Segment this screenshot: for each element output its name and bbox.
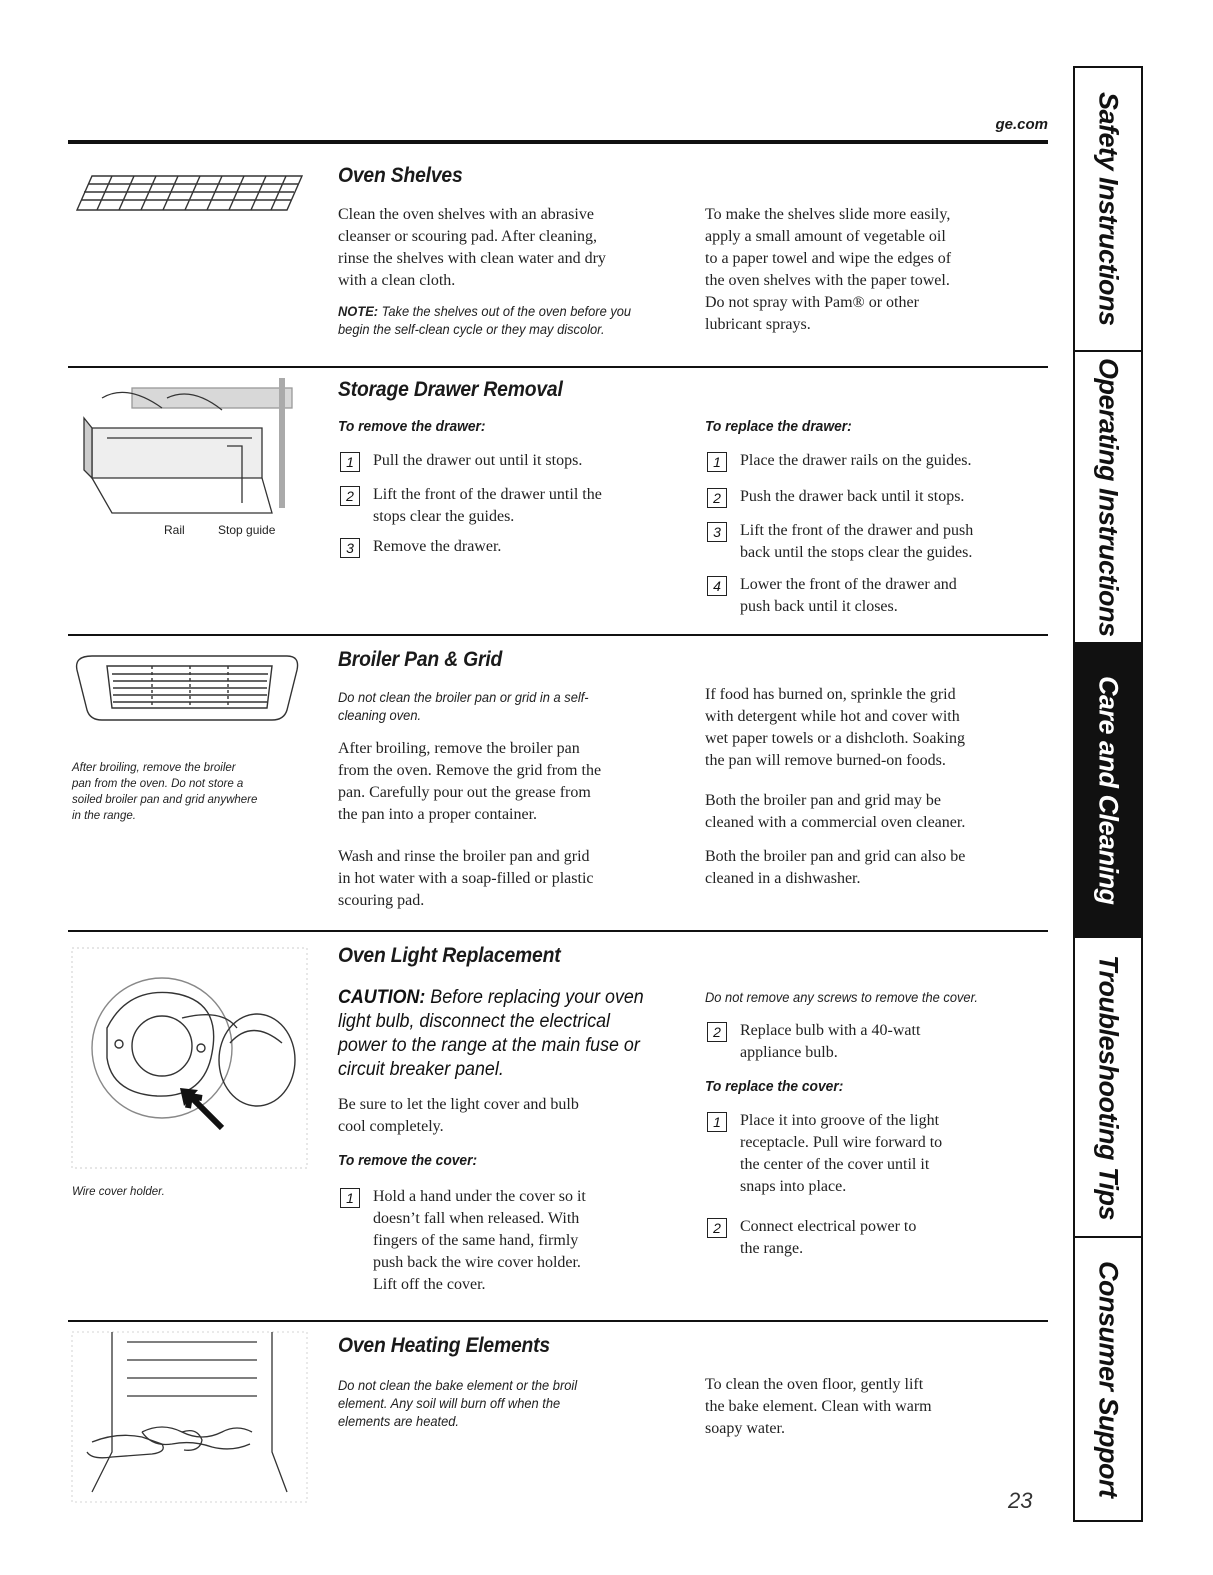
section-title-heating: Oven Heating Elements [338, 1334, 550, 1357]
caution-label: CAUTION: [338, 987, 426, 1008]
drawer-replace-heading: To replace the drawer: [705, 418, 852, 435]
heating-para: To clean the oven floor, gently lift the bake element. Clean with warm soapy water. [705, 1376, 932, 1437]
light-warning: Do not remove any screws to remove the cover. [705, 989, 978, 1005]
light-replace-heading: To replace the cover: [705, 1078, 844, 1095]
page-number: 23 [1008, 1488, 1033, 1513]
oven-light-illustration [72, 948, 307, 1168]
tab-care-and-cleaning[interactable]: Care and Cleaning [1075, 644, 1141, 936]
step-number: 2 [707, 488, 727, 508]
tab-consumer-support[interactable]: Consumer Support [1093, 1260, 1124, 1498]
oven-shelves-para1: Clean the oven shelves with an abrasive cleanser or scouring pad. After cleaning, rinse the shelves with clean water and dry with a clean cloth. [338, 206, 606, 289]
step-number: 1 [340, 1188, 360, 1208]
broiler-para4: Both the broiler pan and grid may be cleaned with a commercial oven cleaner. [705, 792, 966, 831]
broiler-pan-illustration [72, 648, 302, 728]
section-title-drawer: Storage Drawer Removal [338, 378, 563, 401]
section-rule-4 [68, 1320, 1048, 1322]
broiler-para3: If food has burned on, sprinkle the grid with detergent while hot and cover with wet paper towels or a dishcloth. Soaking the pan will remove burned-on foods. [705, 686, 965, 769]
drawer-replace-step-1: 1 Place the drawer rails on the guides. [707, 450, 971, 472]
heating-element-illustration [72, 1332, 307, 1502]
step-number: 1 [707, 452, 727, 472]
oven-light-caption: Wire cover holder. [72, 1186, 165, 1198]
drawer-remove-step-1: 1 Pull the drawer out until it stops. [340, 450, 582, 472]
step-number: 2 [340, 486, 360, 506]
section-rule-3 [68, 930, 1048, 932]
drawer-replace-step-3: 3 Lift the front of the drawer and push back until the stops clear the guides. [707, 520, 973, 564]
note-label: NOTE: [338, 303, 379, 319]
broiler-para2: Wash and rinse the broiler pan and grid in hot water with a soap-filled or plastic scouring pad. [338, 848, 594, 909]
step-number: 3 [707, 522, 727, 542]
light-replace-step-1: 1 Place it into groove of the light receptacle. Pull wire forward to the center of the cover until it snaps into place. [707, 1110, 942, 1198]
tab-operating-instructions[interactable]: Operating Instructions [1093, 357, 1124, 637]
heating-warning: Do not clean the bake element or the broil element. Any soil will burn off when the elements are heated. [338, 1377, 578, 1429]
section-rule-1 [68, 366, 1048, 368]
drawer-remove-step-2: 2 Lift the front of the drawer until the stops clear the guides. [340, 484, 602, 528]
light-bulb-step-2: 2 Replace bulb with a 40-watt appliance bulb. [707, 1020, 920, 1064]
step-number: 4 [707, 576, 727, 596]
section-title-broiler: Broiler Pan & Grid [338, 648, 503, 671]
section-tabs [1073, 66, 1143, 1522]
broiler-warning: Do not clean the broiler pan or grid in a self- cleaning oven. [338, 689, 589, 723]
step-number: 1 [707, 1112, 727, 1132]
site-url: ge.com [995, 116, 1048, 133]
step-number: 2 [707, 1022, 727, 1042]
drawer-remove-heading: To remove the drawer: [338, 418, 486, 435]
oven-shelves-para2: To make the shelves slide more easily, apply a small amount of vegetable oil to a paper towel and wipe the edges of the oven shelves with the paper towel. Do not spray with Pam® or other lubricant sprays. [705, 206, 952, 333]
step-number: 1 [340, 452, 360, 472]
oven-shelves-note: NOTE: Take the shelves out of the oven before you begin the self-clean cycle or they may discolor. [338, 303, 632, 337]
header-rule [68, 140, 1048, 144]
light-remove-heading: To remove the cover: [338, 1152, 478, 1169]
section-title-light: Oven Light Replacement [338, 944, 561, 967]
step-number: 3 [340, 538, 360, 558]
stop-guide-label: Stop guide [218, 523, 276, 537]
broiler-caption: After broiling, remove the broiler pan from the oven. Do not store a soiled broiler pan and grid anywhere in the range. [72, 762, 258, 822]
drawer-illustration [72, 378, 297, 538]
tab-troubleshooting-tips[interactable]: Troubleshooting Tips [1093, 954, 1124, 1220]
light-para: Be sure to let the light cover and bulb cool completely. [338, 1096, 579, 1135]
light-caution: CAUTION: Before replacing your oven light bulb, disconnect the electrical power to the range at the main fuse or circuit breaker panel. [338, 987, 644, 1080]
oven-shelf-illustration [72, 168, 312, 218]
drawer-replace-step-4: 4 Lower the front of the drawer and push back until it closes. [707, 574, 957, 618]
section-rule-2 [68, 634, 1048, 636]
light-replace-step-2: 2 Connect electrical power to the range. [707, 1216, 916, 1260]
rail-label: Rail [164, 523, 185, 537]
light-remove-step-1: 1 Hold a hand under the cover so it doesn’t fall when released. With fingers of the same hand, firmly push back the wire cover holder. Lift off the cover. [340, 1186, 586, 1296]
section-title-oven-shelves: Oven Shelves [338, 164, 463, 187]
drawer-remove-step-3: 3 Remove the drawer. [340, 536, 501, 558]
drawer-replace-step-2: 2 Push the drawer back until it stops. [707, 486, 964, 508]
step-number: 2 [707, 1218, 727, 1238]
broiler-para1: After broiling, remove the broiler pan from the oven. Remove the grid from the pan. Carefully pour out the grease from the pan into a proper container. [338, 740, 602, 823]
broiler-para5: Both the broiler pan and grid can also be cleaned in a dishwasher. [705, 848, 966, 887]
tab-safety-instructions[interactable]: Safety Instructions [1093, 92, 1124, 326]
